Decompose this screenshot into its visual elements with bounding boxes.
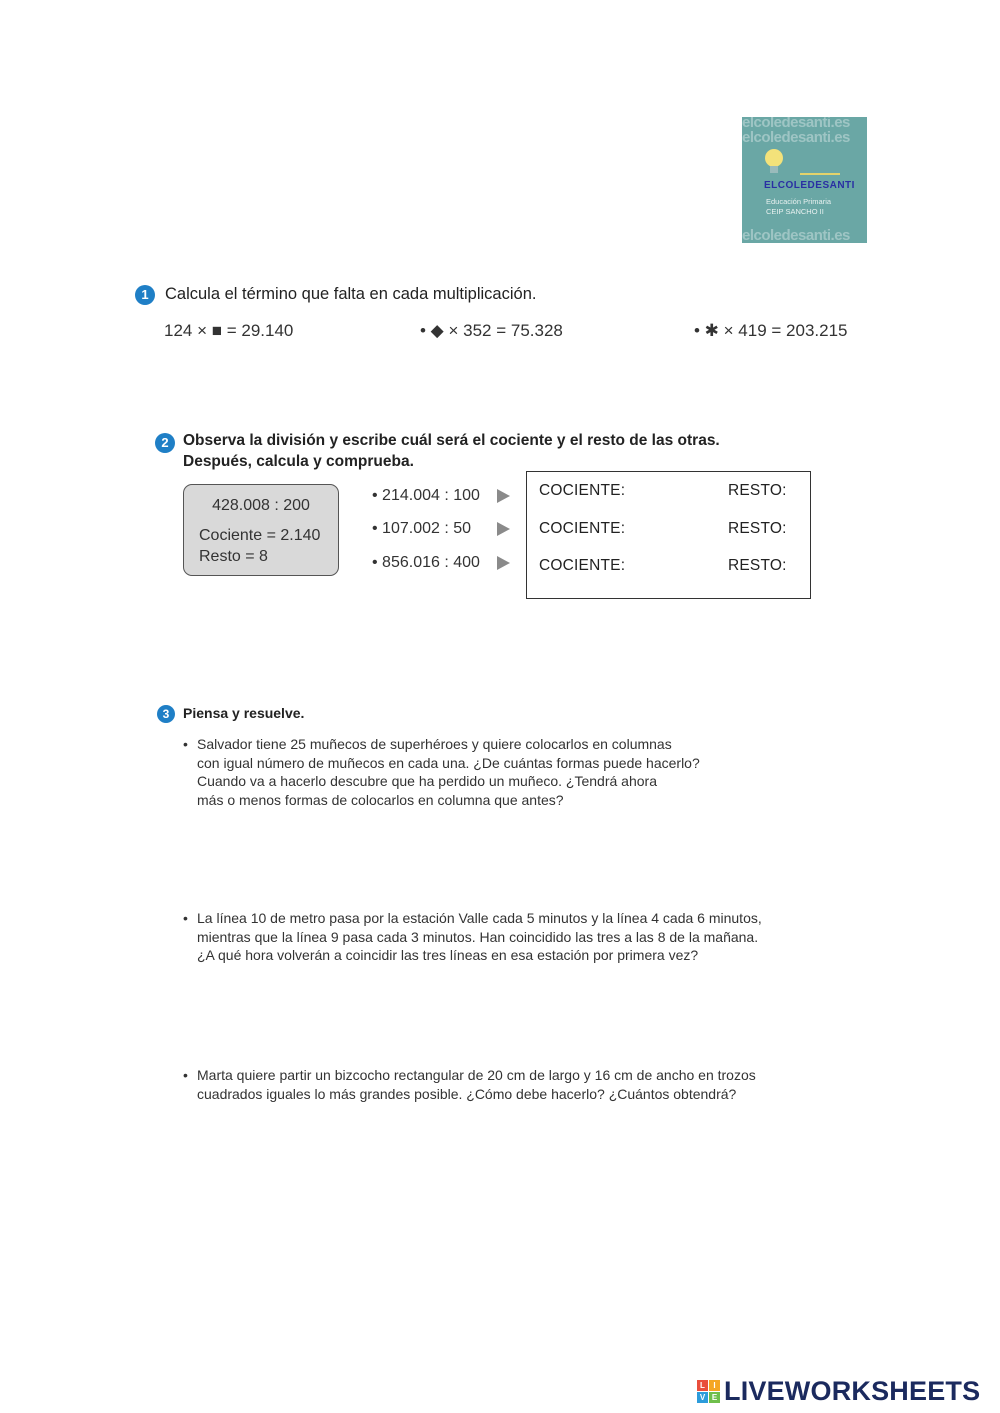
- section-number-1: 1: [135, 285, 155, 305]
- section-2-heading: Observa la división y escribe cuál será el cociente y el resto de las otras.: [183, 432, 720, 449]
- logo-subtitle-line: Educación Primaria: [766, 197, 832, 206]
- problem-line: Marta quiere partir un bizcocho rectangular de 20 cm de largo y 16 cm de ancho en trozos: [197, 1067, 756, 1083]
- section-1-heading: Calcula el término que falta en cada multiplicación.: [165, 285, 537, 303]
- icon-letter: L: [697, 1380, 708, 1391]
- problem-line: Cuando va a hacerlo descubre que ha perdido un muñeco. ¿Tendrá ahora: [197, 773, 657, 790]
- equation-3: • ✱ × 419 = 203.215: [694, 321, 848, 340]
- problem-line: La línea 10 de metro pasa por la estación Valle cada 5 minutos y la línea 4 cada 6 minutos,: [197, 910, 762, 926]
- logo-subtitle: [766, 197, 831, 217]
- logo-watermark: elcoledesanti.es: [742, 129, 850, 146]
- problem-line: ¿A qué hora volverán a coincidir las tres líneas en esa estación por primera vez?: [197, 947, 699, 964]
- bullet: •: [183, 910, 188, 926]
- operation-2: • 107.002 : 50: [372, 520, 472, 537]
- example-quotient: Cociente = 2.140: [199, 527, 321, 544]
- bullet: •: [183, 1067, 188, 1083]
- logo-subtitle-line: CEIP SANCHO II: [766, 207, 824, 216]
- problem-3: [183, 1066, 756, 1103]
- problem-line: con igual número de muñecos en cada una. ¿De cuántas formas puede hacerlo?: [197, 754, 700, 771]
- liveworksheets-brand: LIVEWORKSHEETS: [724, 1376, 981, 1406]
- logo-watermark: elcoledesanti.es: [742, 117, 850, 131]
- section-number-3: 3: [157, 705, 175, 723]
- operation-1: • 214.004 : 100: [372, 487, 480, 504]
- problem-2: [183, 909, 762, 965]
- remainder-label-3: RESTO:: [728, 557, 787, 574]
- problem-line: mientras que la línea 9 pasa cada 3 minutos. Han coincidido las tres a las 8 de la mañana.: [197, 928, 759, 945]
- remainder-label-1: RESTO:: [728, 482, 787, 499]
- school-logo: [742, 117, 867, 243]
- answer-box[interactable]: [526, 471, 811, 599]
- lightbulb-icon: [762, 147, 786, 177]
- logo-name: ELCOLEDESANTI: [764, 180, 855, 191]
- logo-decoration: [800, 163, 840, 175]
- section-2-subheading: Después, calcula y comprueba.: [183, 453, 414, 470]
- equation-1: 124 × ■ = 29.140: [164, 321, 294, 340]
- equation-2: • ◆ × 352 = 75.328: [420, 321, 563, 340]
- problem-line: más o menos formas de colocarlos en columna que antes?: [197, 792, 564, 809]
- problem-1: [183, 735, 700, 810]
- arrow-right-icon: [497, 556, 510, 570]
- remainder-label-2: RESTO:: [728, 520, 787, 537]
- liveworksheets-icon: [697, 1380, 721, 1404]
- arrow-right-icon: [497, 522, 510, 536]
- example-division: 428.008 : 200: [212, 497, 310, 514]
- logo-watermark: elcoledesanti.es: [742, 227, 850, 243]
- icon-letter: E: [709, 1392, 720, 1403]
- problem-line: Salvador tiene 25 muñecos de superhéroes y quiere colocarlos en columnas: [197, 736, 672, 752]
- quotient-label-2: COCIENTE:: [539, 520, 626, 537]
- problem-line: cuadrados iguales lo más grandes posible. ¿Cómo debe hacerlo? ¿Cuántos obtendrá?: [197, 1085, 737, 1102]
- operation-3: • 856.016 : 400: [372, 554, 480, 571]
- icon-letter: I: [709, 1380, 720, 1391]
- quotient-label-1: COCIENTE:: [539, 482, 626, 499]
- example-remainder: Resto = 8: [199, 548, 268, 565]
- quotient-label-3: COCIENTE:: [539, 557, 626, 574]
- section-3-heading: Piensa y resuelve.: [183, 705, 305, 721]
- example-division-box: [183, 484, 339, 576]
- icon-letter: V: [697, 1392, 708, 1403]
- bullet: •: [183, 736, 188, 752]
- section-number-2: 2: [155, 433, 175, 453]
- arrow-right-icon: [497, 489, 510, 503]
